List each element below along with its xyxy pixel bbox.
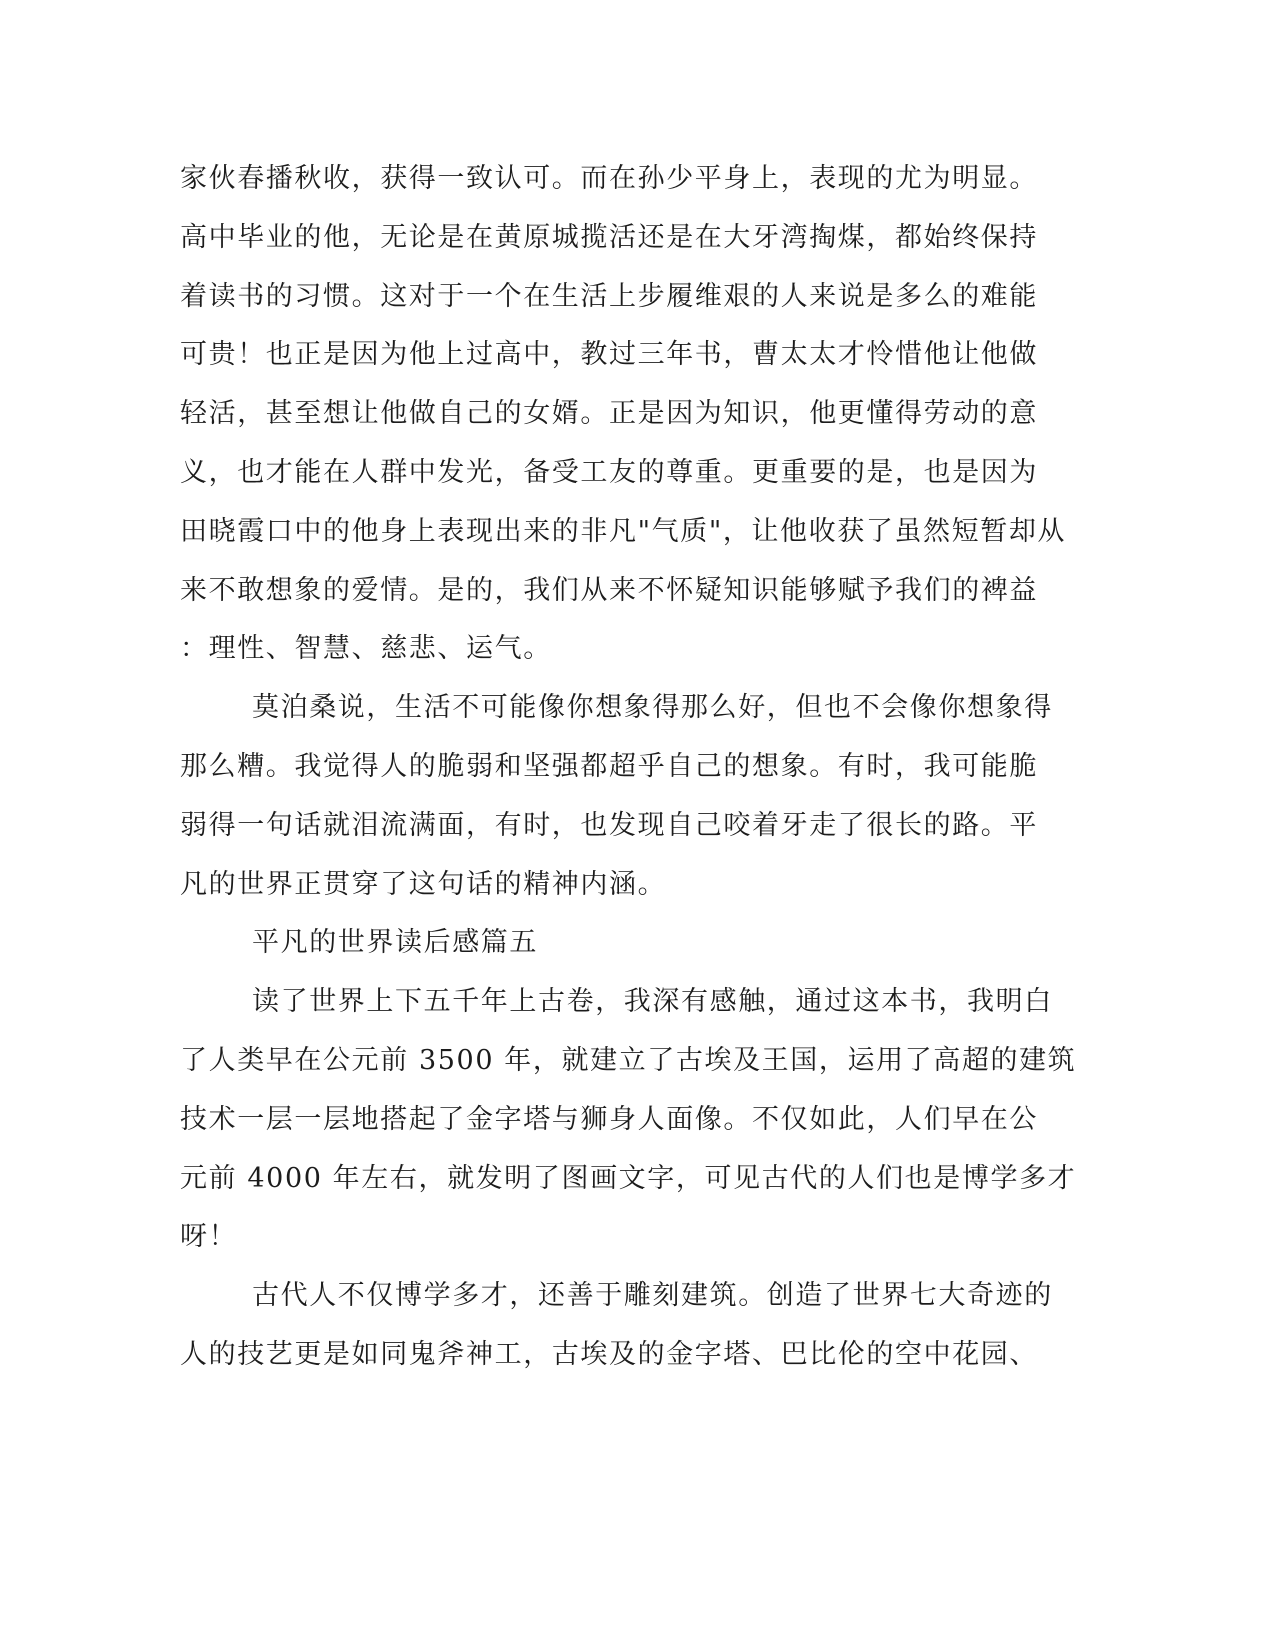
- section-heading-text: 平凡的世界读后感篇五: [252, 927, 538, 959]
- text-line: 义，也才能在人群中发光，备受工友的尊重。更重要的是，也是因为: [180, 456, 1038, 488]
- text-line: 高中毕业的他，无论是在黄原城揽活还是在大牙湾掏煤，都始终保持: [180, 221, 1038, 253]
- text-line: 凡的世界正贯穿了这句话的精神内涵。: [180, 868, 667, 900]
- text-line: 元前 4000 年左右，就发明了图画文字，可见古代的人们也是博学多才: [180, 1162, 1077, 1194]
- text-line: ：理性、智慧、慈悲、运气。: [180, 633, 552, 665]
- text-line: 呀！: [180, 1221, 238, 1253]
- text-line: 技术一层一层地搭起了金字塔与狮身人面像。不仅如此，人们早在公: [180, 1103, 1038, 1135]
- text-line: 人的技艺更是如同鬼斧神工，古埃及的金字塔、巴比伦的空中花园、: [180, 1338, 1038, 1370]
- text-line: 着读书的习惯。这对于一个在生活上步履维艰的人来说是多么的难能: [180, 280, 1038, 312]
- section-heading: [180, 914, 1040, 973]
- text-line: 田晓霞口中的他身上表现出来的非凡"气质"，让他收获了虽然短暂却从: [180, 515, 1067, 547]
- paragraph-3: [180, 973, 1077, 1267]
- paragraph-2: [180, 679, 1053, 914]
- text-line: 那么糟。我觉得人的脆弱和坚强都超乎自己的想象。有时，我可能脆: [180, 750, 1038, 782]
- text-line: 来不敢想象的爱情。是的，我们从来不怀疑知识能够赋予我们的裨益: [180, 574, 1038, 606]
- document-body: [180, 150, 1077, 1385]
- text-line: 了人类早在公元前 3500 年，就建立了古埃及王国，运用了高超的建筑: [180, 1044, 1077, 1076]
- text-line: 可贵！也正是因为他上过高中，教过三年书，曹太太才怜惜他让他做: [180, 339, 1038, 371]
- text-line: 轻活，甚至想让他做自己的女婿。正是因为知识，他更懂得劳动的意: [180, 398, 1038, 430]
- paragraph-1: [180, 150, 1067, 679]
- text-line-first: 读了世界上下五千年上古卷，我深有感触，通过这本书，我明白: [252, 986, 1053, 1018]
- paragraph-4: [180, 1267, 1053, 1385]
- text-line-first: 古代人不仅博学多才，还善于雕刻建筑。创造了世界七大奇迹的: [252, 1280, 1053, 1312]
- text-line: 弱得一句话就泪流满面，有时，也发现自己咬着牙走了很长的路。平: [180, 809, 1038, 841]
- text-line-first: 莫泊桑说，生活不可能像你想象得那么好，但也不会像你想象得: [252, 692, 1053, 724]
- text-line: 家伙春播秋收，获得一致认可。而在孙少平身上，表现的尤为明显。: [180, 163, 1038, 194]
